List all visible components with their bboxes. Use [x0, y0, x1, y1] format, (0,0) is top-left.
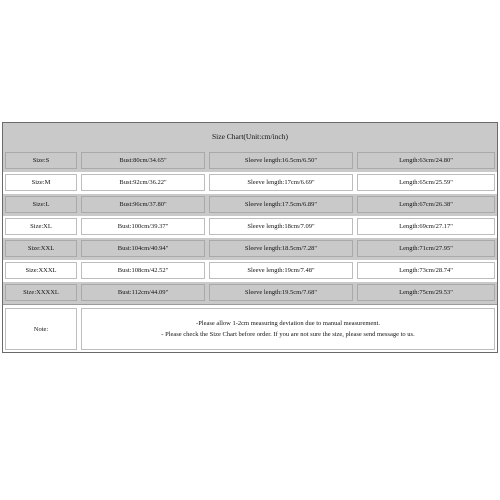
table-row-xl [3, 216, 497, 238]
table-row-xxxxl [3, 282, 497, 304]
size-cell: Size:M [5, 174, 77, 191]
sleeve-length-cell: Sleeve length:16.5cm/6.50" [209, 152, 353, 169]
size-cell: Size:XXL [5, 240, 77, 257]
table-row-xxxl [3, 260, 497, 282]
sleeve-length-cell: Sleeve length:17.5cm/6.89" [209, 196, 353, 213]
length-cell: Length:73cm/28.74" [357, 262, 495, 279]
length-cell: Length:63cm/24.80" [357, 152, 495, 169]
size-cell: Size:L [5, 196, 77, 213]
note-label: Note: [5, 308, 77, 350]
size-cell: Size:S [5, 152, 77, 169]
table-row-xxl [3, 238, 497, 260]
sleeve-length-cell: Sleeve length:19.5cm/7.68" [209, 284, 353, 301]
table-row-m [3, 172, 497, 194]
length-cell: Length:67cm/26.38" [357, 196, 495, 213]
note-line: - Please check the Size Chart before order. If you are not sure the size, please send message to us. [161, 331, 415, 338]
length-cell: Length:65cm/25.59" [357, 174, 495, 191]
bust-cell: Bust:108cm/42.52" [81, 262, 205, 279]
sleeve-length-cell: Sleeve length:18cm/7.09" [209, 218, 353, 235]
sleeve-length-cell: Sleeve length:17cm/6.69" [209, 174, 353, 191]
bust-cell: Bust:100cm/39.37" [81, 218, 205, 235]
size-cell: Size:XXXXL [5, 284, 77, 301]
size-chart-title: Size Chart(Unit:cm/inch) [3, 123, 497, 150]
sleeve-length-cell: Sleeve length:18.5cm/7.28" [209, 240, 353, 257]
note-text [81, 308, 495, 350]
size-chart-table [2, 122, 498, 353]
size-cell: Size:XXXL [5, 262, 77, 279]
length-cell: Length:75cm/29.53" [357, 284, 495, 301]
note-line: -Please allow 1-2cm measuring deviation due to manual measurement. [196, 320, 380, 327]
bust-cell: Bust:80cm/34.65" [81, 152, 205, 169]
size-cell: Size:XL [5, 218, 77, 235]
table-row-s [3, 150, 497, 172]
bust-cell: Bust:96cm/37.80" [81, 196, 205, 213]
bust-cell: Bust:92cm/36.22" [81, 174, 205, 191]
length-cell: Length:71cm/27.95" [357, 240, 495, 257]
note-row [3, 304, 497, 353]
bust-cell: Bust:104cm/40.94" [81, 240, 205, 257]
sleeve-length-cell: Sleeve length:19cm/7.48" [209, 262, 353, 279]
length-cell: Length:69cm/27.17" [357, 218, 495, 235]
table-row-l [3, 194, 497, 216]
bust-cell: Bust:112cm/44.09" [81, 284, 205, 301]
